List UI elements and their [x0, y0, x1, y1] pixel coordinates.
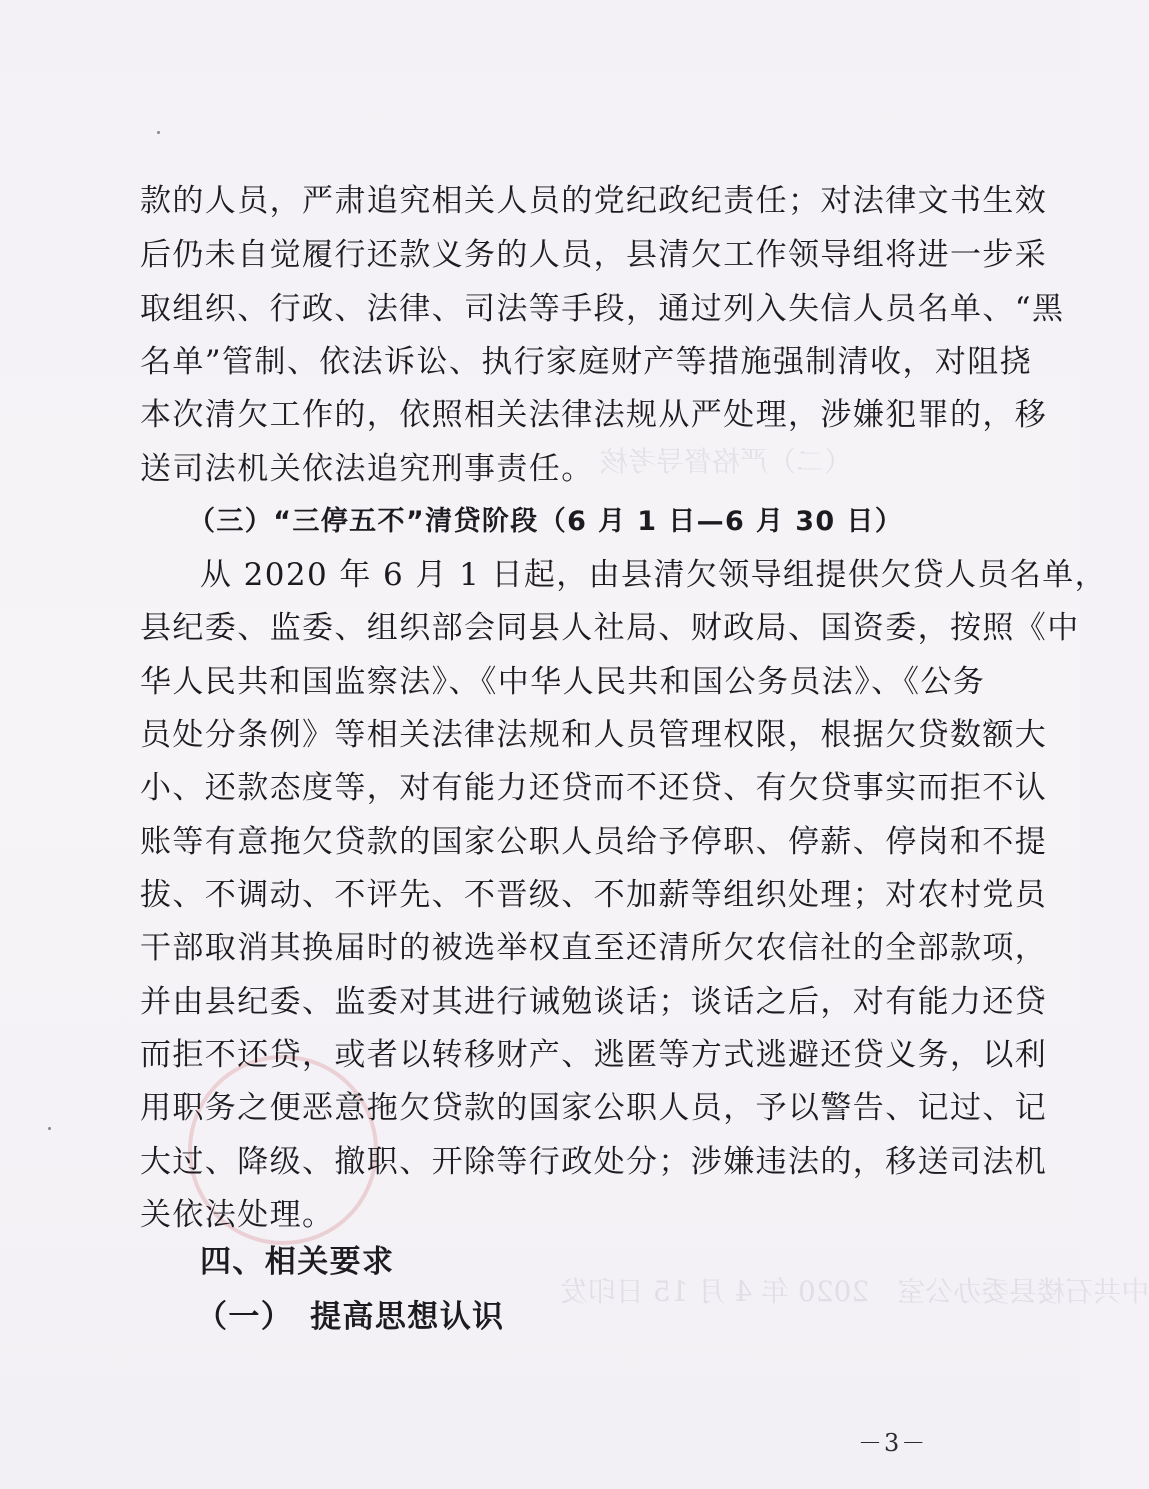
- body-line: 名单”管制、依法诉讼、执行家庭财产等措施强制清收，对阻挠: [140, 344, 1033, 380]
- page-number: －3－: [858, 1429, 928, 1457]
- body-line: 县纪委、监委、组织部会同县人社局、财政局、国资委，按照《中: [140, 610, 1080, 646]
- body-line: 小、还款态度等，对有能力还贷而不还贷、有欠贷事实而拒不认: [140, 770, 1048, 806]
- scan-speck: [157, 131, 160, 134]
- body-line: 取组织、行政、法律、司法等手段，通过列入失信人员名单、“黑: [140, 291, 1065, 327]
- body-line: 本次清欠工作的，依照相关法律法规从严处理，涉嫌犯罪的，移: [140, 397, 1048, 433]
- scan-speck: [48, 1127, 51, 1130]
- body-line: 款的人员，严肃追究相关人员的党纪政纪责任；对法律文书生效: [140, 183, 1048, 219]
- body-line: 用职务之便恶意拖欠贷款的国家公职人员，予以警告、记过、记: [140, 1090, 1048, 1126]
- body-line: 大过、降级、撤职、开除等行政处分；涉嫌违法的，移送司法机: [140, 1144, 1048, 1180]
- body-line: 并由县纪委、监委对其进行诫勉谈话；谈话之后，对有能力还贷: [140, 984, 1048, 1020]
- body-line: 拔、不调动、不评先、不晋级、不加薪等组织处理；对农村党员: [140, 877, 1048, 913]
- body-line: 干部取消其换届时的被选举权直至还清所欠农信社的全部款项，: [140, 930, 1048, 966]
- section4-title: 四、相关要求: [200, 1244, 395, 1280]
- body-line: 关依法处理。: [140, 1197, 335, 1233]
- bleed-through-mark: 中共石楼县委办公室 2020 年 4 月 15 日印发: [560, 1275, 1149, 1308]
- body-line: 后仍未自觉履行还款义务的人员，县清欠工作领导组将进一步采: [140, 237, 1048, 273]
- body-line: 账等有意拖欠贷款的国家公职人员给予停职、停薪、停岗和不提: [140, 824, 1048, 860]
- body-line: 而拒不还贷，或者以转移财产、逃匿等方式逃避还贷义务，以利: [140, 1037, 1048, 1073]
- body-line: 员处分条例》等相关法律法规和人员管理权限，根据欠贷数额大: [140, 717, 1048, 753]
- subsection1-title: （一） 提高思想认识: [196, 1299, 505, 1335]
- body-line: 从 2020 年 6 月 1 日起，由县清欠领导组提供欠贷人员名单，: [200, 557, 1108, 593]
- body-line: 华人民共和国监察法》、《中华人民共和国公务员法》、《公务: [140, 664, 986, 700]
- body-line: 送司法机关依法追究刑事责任。: [140, 451, 594, 487]
- bleed-through-mark: （二）严格督导考核: [600, 445, 853, 478]
- section3-title: （三）“三停五不”清贷阶段（6 月 1 日—6 月 30 日）: [188, 506, 904, 537]
